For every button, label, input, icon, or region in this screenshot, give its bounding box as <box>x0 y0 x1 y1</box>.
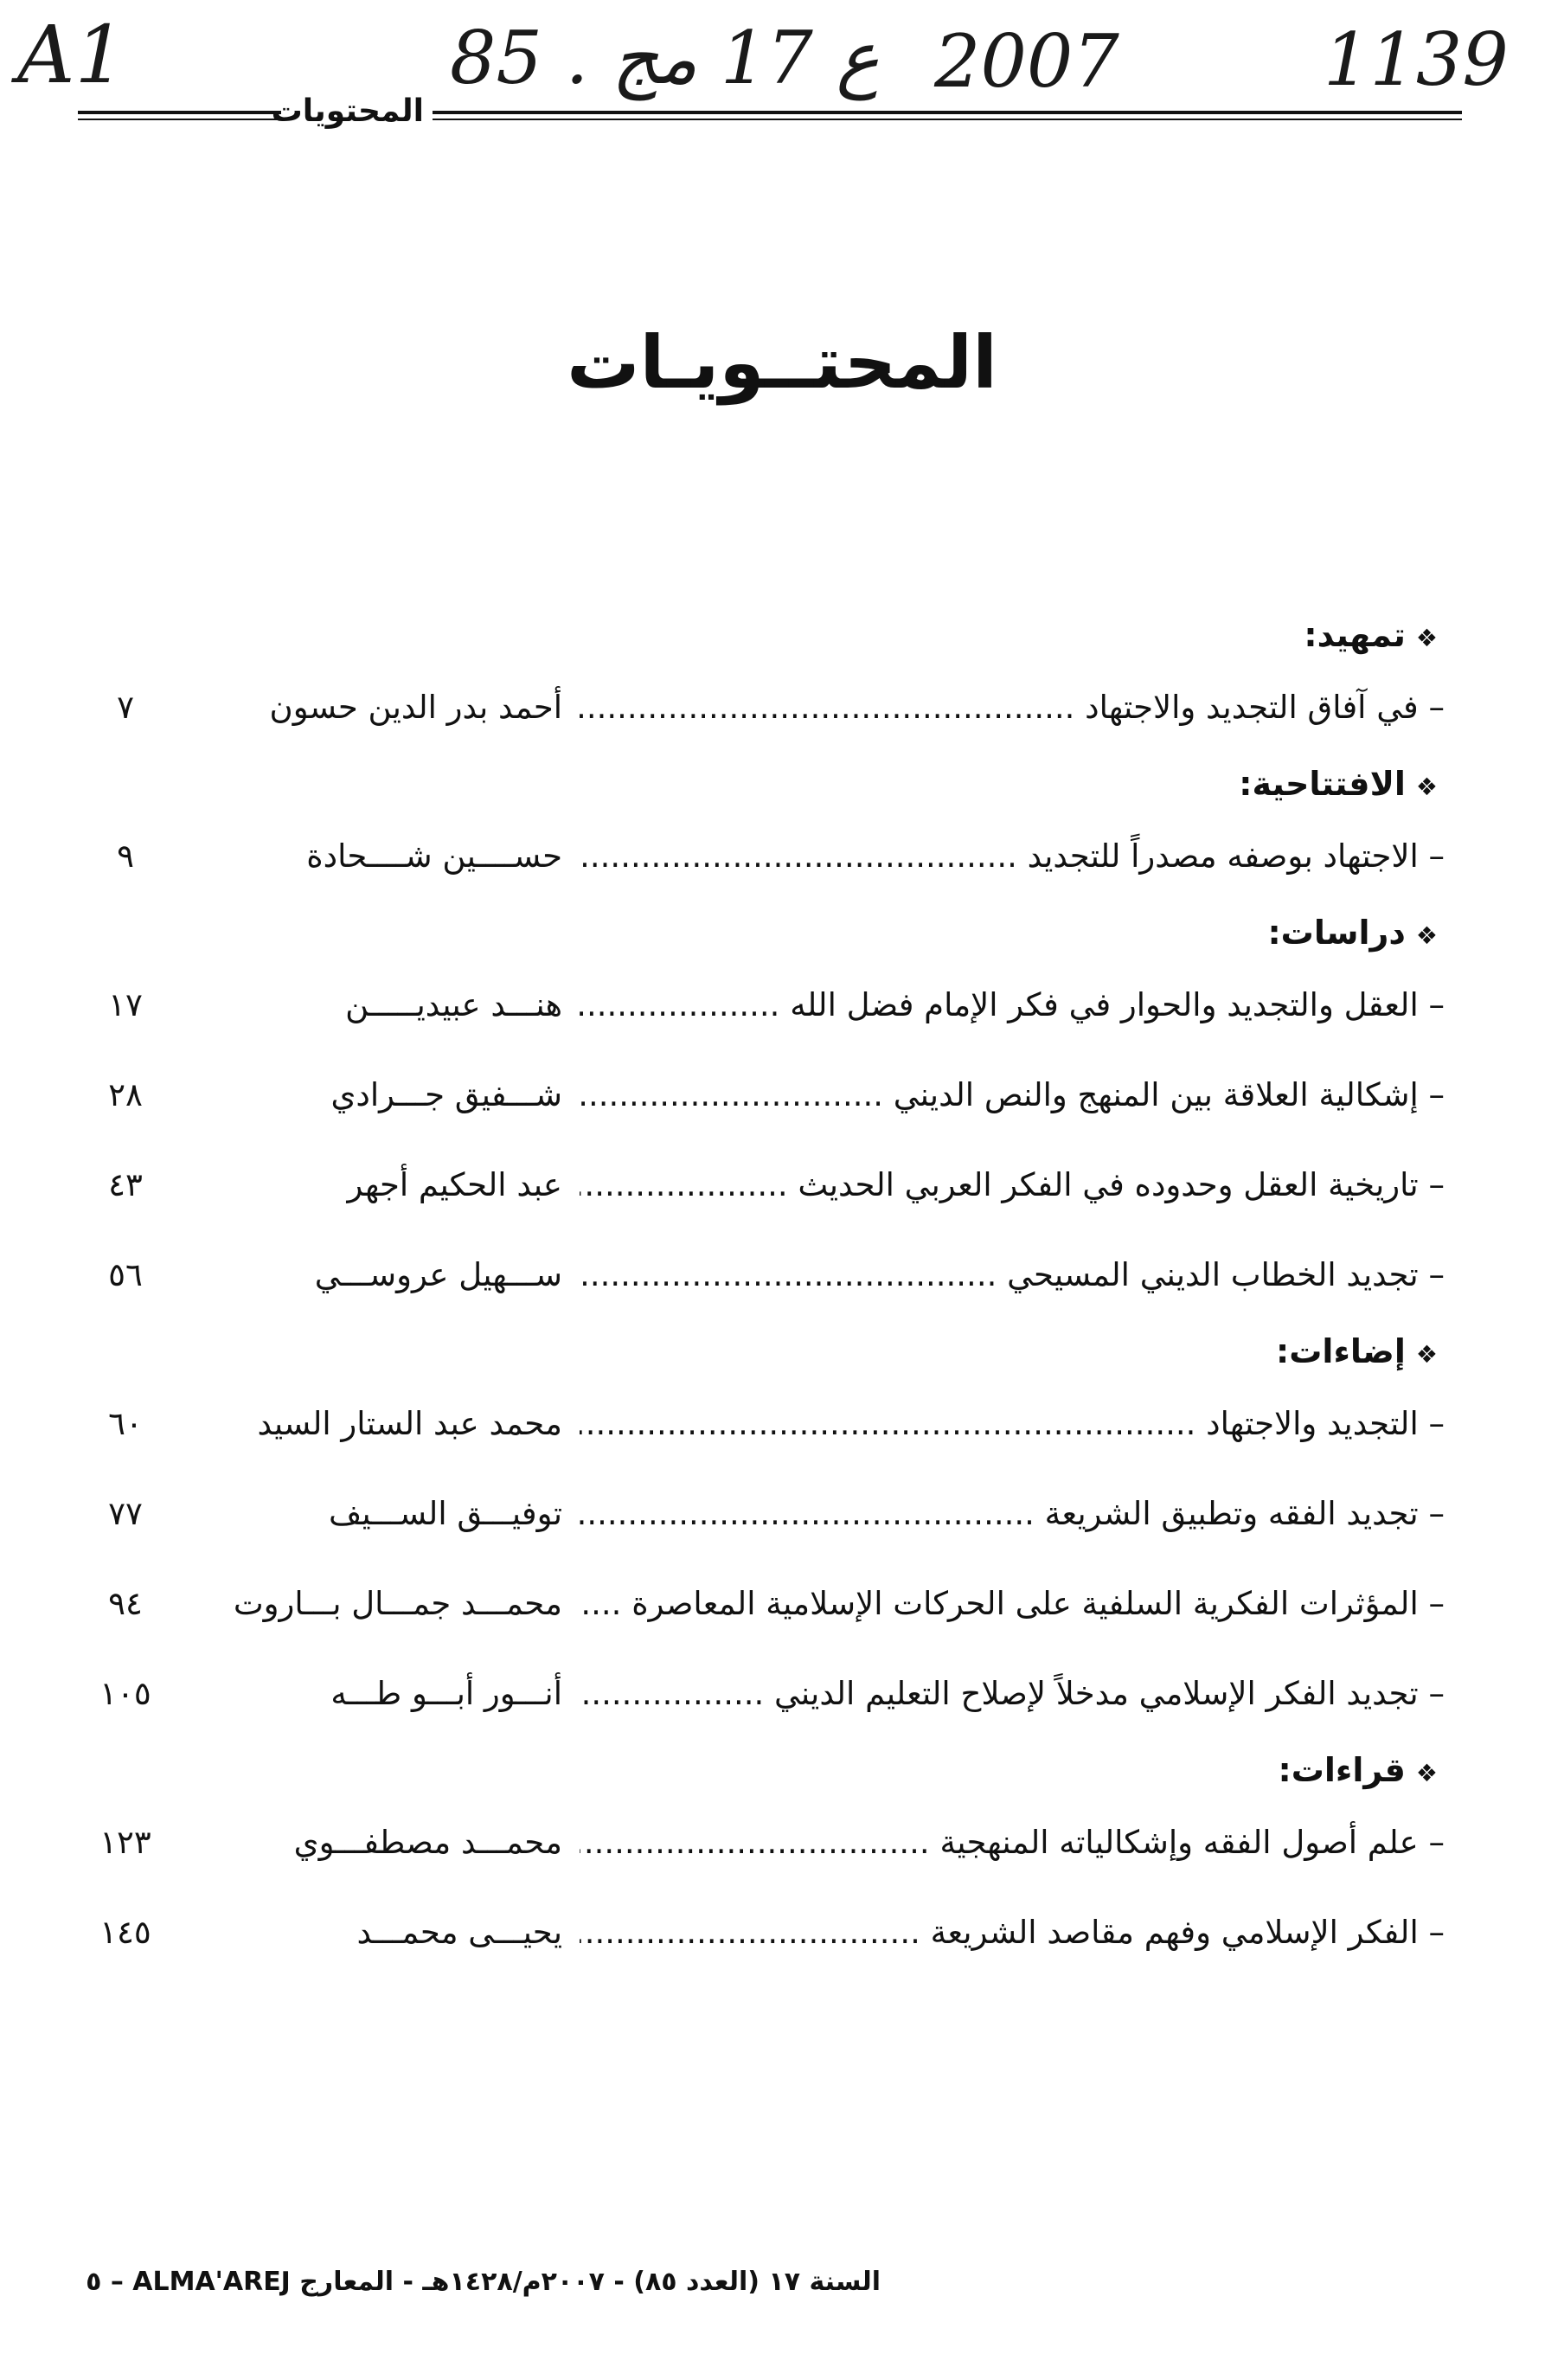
diamond-bullet-icon: ❖ <box>1415 773 1438 801</box>
section-heading: ❖الافتتاحية: <box>1239 765 1438 803</box>
running-header: المحتويات <box>271 93 424 129</box>
diamond-bullet-icon: ❖ <box>1415 921 1438 950</box>
entry-title: – إشكالية العلاقة بين المنهج والنص الديني ..... <box>580 1069 1445 1121</box>
entry-author: عبد الحكيم أجهر <box>347 1166 562 1203</box>
section-heading: ❖تمهيد: <box>1304 616 1438 654</box>
section-heading: ❖دراسات: <box>1267 914 1438 952</box>
handwritten-year: 2007 <box>934 19 1119 104</box>
section-heading: ❖إضاءات: <box>1276 1332 1438 1370</box>
entry-title: – في آفاق التجديد والاجتهاد ..... <box>580 682 1445 734</box>
entry-title: – تاريخية العقل وحدوده في الفكر العربي الحديث ..... <box>580 1159 1445 1211</box>
page-footer: السنة ١٧ (العدد ٨٥) - ٢٠٠٧م/١٤٢٨هـ - المعارج ALMA'AREJ – ٥ <box>86 2267 881 2297</box>
entry-page-number: ٧ <box>117 689 134 726</box>
entry-title: – الاجتهاد بوصفه مصدراً للتجديد ..... <box>580 831 1445 882</box>
entry-page-number: ٩ <box>117 837 134 875</box>
section-heading: ❖قراءات: <box>1278 1751 1438 1789</box>
entry-title: – تجديد الفكر الإسلامي مدخلاً لإصلاح التعليم الديني ..... <box>580 1668 1445 1720</box>
entry-page-number: ٤٣ <box>108 1166 143 1203</box>
entry-page-number: ١٧ <box>108 986 143 1023</box>
header-rule-left <box>78 111 281 120</box>
entry-page-number: ١٤٥ <box>99 1914 151 1951</box>
toc-entry <box>78 1142 1445 1232</box>
toc-section-editorial <box>78 754 1445 903</box>
entry-author: توفيـــق الســـيف <box>329 1495 562 1532</box>
header-rule-right <box>433 111 1462 120</box>
entry-page-number: ٧٧ <box>108 1495 143 1532</box>
toc-entry <box>78 962 1445 1052</box>
entry-author: ســـهيل عروســـي <box>314 1256 562 1293</box>
entry-author: محمد عبد الستار السيد <box>257 1405 562 1442</box>
handwritten-mark: A1 <box>17 9 125 101</box>
table-of-contents <box>78 606 1445 1979</box>
entry-page-number: ١٢٣ <box>99 1824 151 1861</box>
entry-page-number: ٩٤ <box>108 1585 143 1622</box>
toc-entry <box>78 813 1445 903</box>
toc-entry <box>78 1232 1445 1322</box>
entry-title: – المؤثرات الفكرية السلفية على الحركات الإسلامية المعاصرة ..... <box>580 1578 1445 1630</box>
toc-section-studies <box>78 903 1445 1322</box>
toc-entry <box>78 1561 1445 1651</box>
diamond-bullet-icon: ❖ <box>1415 1340 1438 1369</box>
toc-entry <box>78 1799 1445 1889</box>
toc-entry <box>78 664 1445 754</box>
toc-entry <box>78 1052 1445 1142</box>
toc-section-highlights <box>78 1322 1445 1741</box>
entry-author: شـــفيق جـــرادي <box>330 1076 562 1113</box>
page-title: المحتــويـات <box>567 320 997 405</box>
diamond-bullet-icon: ❖ <box>1415 1759 1438 1787</box>
entry-title: – تجديد الخطاب الديني المسيحي ..... <box>580 1249 1445 1301</box>
toc-entry <box>78 1651 1445 1741</box>
entry-author: أحمد بدر الدين حسون <box>269 689 562 726</box>
entry-author: أنـــور أبـــو طـــه <box>330 1675 562 1712</box>
entry-author: محمـــد جمـــال بـــاروت <box>233 1585 562 1622</box>
toc-entry <box>78 1471 1445 1561</box>
toc-section-readings <box>78 1741 1445 1979</box>
diamond-bullet-icon: ❖ <box>1415 624 1438 652</box>
entry-title: – العقل والتجديد والحوار في فكر الإمام فضل الله ..... <box>580 979 1445 1031</box>
entry-page-number: ١٠٥ <box>99 1675 151 1712</box>
entry-page-number: ٦٠ <box>108 1405 143 1442</box>
entry-title: – التجديد والاجتهاد ..... <box>580 1398 1445 1450</box>
entry-author: هنـــد عبيديـــــن <box>345 986 562 1023</box>
entry-page-number: ٥٦ <box>108 1256 143 1293</box>
entry-author: يحيـــى محمـــد <box>356 1914 562 1951</box>
toc-entry <box>78 1889 1445 1979</box>
entry-title: – تجديد الفقه وتطبيق الشريعة ..... <box>580 1488 1445 1540</box>
entry-page-number: ٢٨ <box>108 1076 143 1113</box>
handwritten-number: 1139 <box>1324 17 1509 102</box>
toc-section-preface <box>78 606 1445 754</box>
entry-title: – الفكر الإسلامي وفهم مقاصد الشريعة ..... <box>580 1907 1445 1959</box>
entry-title: – علم أصول الفقه وإشكالياته المنهجية ..... <box>580 1817 1445 1869</box>
entry-author: محمـــد مصطفـــوي <box>293 1824 562 1861</box>
entry-author: حســــين شــــحادة <box>306 837 562 875</box>
handwritten-issue-code: 85 . ع 17 مج <box>450 16 880 100</box>
toc-entry <box>78 1381 1445 1471</box>
